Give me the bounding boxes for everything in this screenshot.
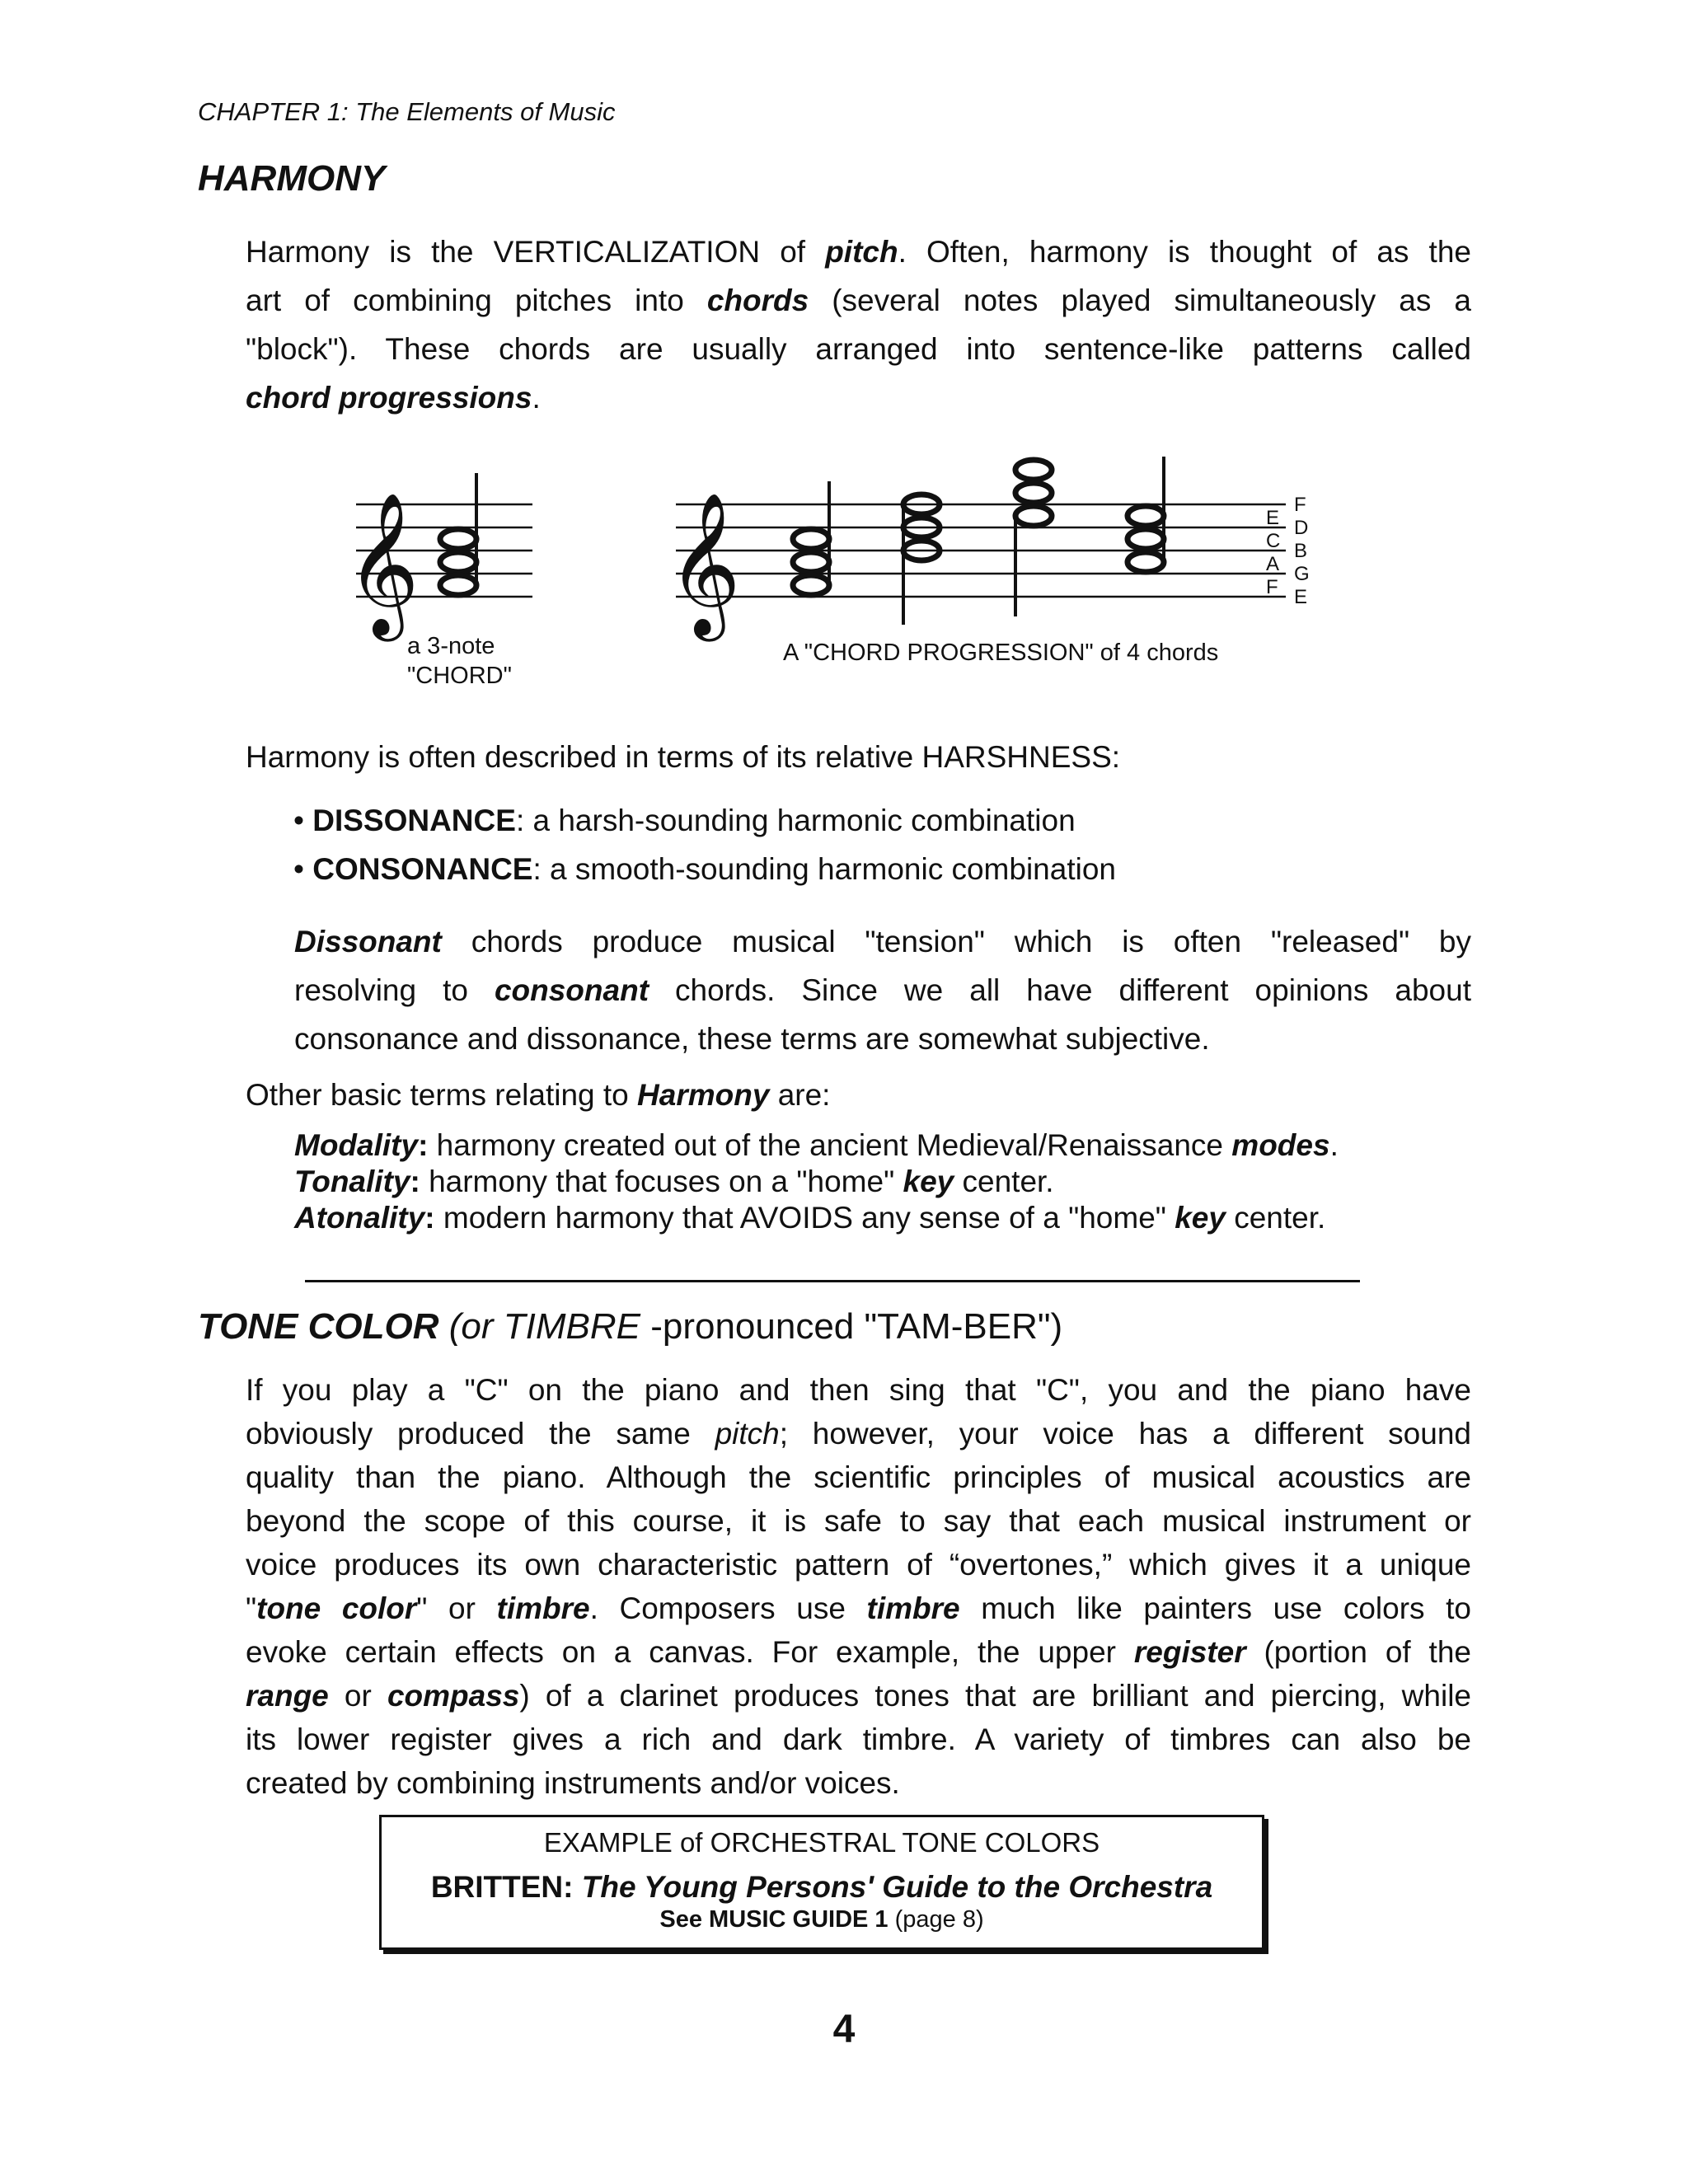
treble-clef-icon: 𝄞: [668, 492, 741, 635]
term-colon: :: [424, 1201, 435, 1235]
composer: BRITTEN:: [430, 1870, 582, 1904]
text-line: [246, 227, 1471, 276]
text: ) of a clarinet produces tones that are brilliant and piercing, while: [519, 1679, 1471, 1713]
term-emphasis: key: [903, 1165, 954, 1198]
text: evoke certain effects on a canvas. For example, the upper: [246, 1635, 1134, 1669]
text: much like painters use colors to: [959, 1591, 1472, 1625]
title-italic: (or TIMBRE: [438, 1306, 640, 1347]
term-emphasis: modes: [1231, 1128, 1330, 1162]
page-ref: (page 8): [888, 1906, 984, 1933]
example-work: [382, 1870, 1262, 1905]
text: ": [246, 1591, 257, 1625]
term-colon: :: [418, 1128, 429, 1162]
title-bold: TONE COLOR: [198, 1306, 439, 1347]
text: are:: [769, 1078, 831, 1112]
term-modality: [294, 1127, 1339, 1164]
term-tone-color: tone color: [256, 1591, 417, 1625]
term-atonality: [294, 1200, 1339, 1236]
text: (portion of the: [1245, 1635, 1471, 1669]
note-head: [440, 575, 476, 595]
example-reference: [382, 1906, 1262, 1933]
term-consonance: CONSONANCE: [312, 852, 533, 886]
term-harmony: Harmony: [637, 1078, 770, 1112]
note-head: [1015, 460, 1052, 480]
text-line: [246, 1412, 1471, 1455]
example-heading: EXAMPLE of ORCHESTRAL TONE COLORS: [543, 1827, 1100, 1858]
note-head: [1015, 483, 1052, 503]
example-box: [379, 1815, 1264, 1950]
harshness-intro: Harmony is often described in terms of its relative HARSHNESS:: [246, 740, 1121, 774]
chord-notes: [440, 529, 476, 595]
note-head: [1128, 529, 1164, 549]
text-line: If you play a "C" on the piano and then sing that "C", you and the piano have: [246, 1373, 1471, 1407]
chord-notes: [1015, 460, 1052, 526]
text: obviously produced the same: [246, 1417, 715, 1451]
treble-clef-icon: 𝄞: [346, 492, 420, 635]
text: (several notes played simultaneously as a: [809, 284, 1471, 317]
term-emphasis: key: [1175, 1201, 1226, 1235]
note-head: [1128, 552, 1164, 572]
line-note-label: D: [1294, 517, 1309, 539]
term-tail: center.: [954, 1165, 1054, 1198]
bullet-desc: : a smooth-sounding harmonic combination: [532, 852, 1116, 886]
note-head: [793, 552, 829, 572]
text: chords. Since we all have different opinions about: [649, 973, 1471, 1007]
see-label: See: [659, 1906, 710, 1933]
note-head: [793, 529, 829, 549]
tone-color-paragraph: [246, 1368, 1471, 1805]
line-note-label: F: [1294, 494, 1306, 516]
caption-line: "CHORD": [407, 663, 512, 689]
text-line: created by combining instruments and/or voices.: [246, 1766, 900, 1800]
space-note-label: C: [1266, 530, 1281, 552]
text: resolving to: [294, 973, 495, 1007]
text-line: [246, 1630, 1471, 1674]
chapter-header: CHAPTER 1: The Elements of Music: [198, 97, 616, 126]
text: or: [328, 1679, 387, 1713]
text-line: quality than the piano. Although the scientific principles of musical acoustics are: [246, 1460, 1471, 1494]
text: .: [532, 381, 541, 415]
text-line: [246, 373, 1471, 422]
text-line: beyond the scope of this course, it is safe to say that each musical instrument or: [246, 1504, 1471, 1538]
term-dissonance: DISSONANCE: [312, 804, 516, 837]
music-guide-ref: MUSIC GUIDE 1: [709, 1906, 889, 1933]
note-head: [793, 575, 829, 595]
term-range: range: [246, 1679, 329, 1713]
text: art of combining pitches into: [246, 284, 707, 317]
text-line: [246, 1674, 1471, 1718]
space-note-label: A: [1266, 553, 1280, 575]
term-dissonant: Dissonant: [294, 925, 442, 958]
section-divider: [305, 1280, 1360, 1282]
note-head: [440, 529, 476, 549]
term-desc: harmony that focuses on a "home": [420, 1165, 903, 1198]
text-line: "block"). These chords are usually arranged into sentence-like patterns called: [246, 332, 1471, 366]
text-line: consonance and dissonance, these terms are somewhat subjective.: [294, 1022, 1210, 1056]
term-name: Atonality: [294, 1201, 425, 1235]
line-note-label: B: [1294, 540, 1308, 562]
text: chords produce musical "tension" which is often "released" by: [441, 925, 1471, 958]
text: . Often, harmony is thought of as the: [898, 235, 1471, 269]
text-line: [294, 917, 1471, 966]
text: " or: [416, 1591, 497, 1625]
chord-notes: [1128, 506, 1164, 572]
line-note-label: G: [1294, 563, 1310, 585]
work-title: The Young Persons' Guide to the Orchestra: [581, 1870, 1213, 1904]
term-chord-progressions: chord progressions: [246, 381, 532, 415]
text: Other basic terms relating to: [246, 1078, 638, 1112]
text-line: its lower register gives a rich and dark timbre. A variety of timbres can also be: [246, 1722, 1471, 1756]
progression-caption: A "CHORD PROGRESSION" of 4 chords: [783, 640, 1219, 666]
term-colon: :: [410, 1165, 420, 1198]
term-name: Tonality: [294, 1165, 410, 1198]
note-head: [1015, 506, 1052, 526]
term-tonality: [294, 1164, 1339, 1200]
music-notation-figure: [338, 437, 1368, 701]
section-title-tone-color: [198, 1306, 1062, 1347]
term-tail: .: [1329, 1128, 1339, 1162]
term-timbre: timbre: [496, 1591, 590, 1625]
term-desc: modern harmony that AVOIDS any sense of a "home": [434, 1201, 1175, 1235]
text: ; however, your voice has a different sound: [779, 1417, 1471, 1451]
bullet-desc: : a harsh-sounding harmonic combination: [515, 804, 1076, 837]
term-name: Modality: [294, 1128, 419, 1162]
chord-caption: [407, 631, 512, 691]
chord-notes: [793, 529, 829, 595]
term-tail: center.: [1225, 1201, 1326, 1235]
section-title-harmony: HARMONY: [198, 158, 386, 199]
note-head: [440, 552, 476, 572]
term-desc: harmony created out of the ancient Medieval/Renaissance: [428, 1128, 1232, 1162]
term-timbre: timbre: [866, 1591, 960, 1625]
page-number: 4: [832, 2008, 856, 2051]
caption-line: a 3-note: [407, 633, 495, 659]
term-pitch: pitch: [825, 235, 898, 269]
space-note-label: E: [1266, 507, 1280, 529]
text-line: [246, 1586, 1471, 1630]
text-line: [246, 276, 1471, 325]
text: . Composers use: [589, 1591, 867, 1625]
term-pitch: pitch: [715, 1417, 780, 1451]
text-line: voice produces its own characteristic pattern of “overtones,” which gives it a unique: [246, 1548, 1471, 1582]
text-line: [294, 966, 1471, 1015]
note-head: [1128, 506, 1164, 526]
other-terms-intro: [246, 1078, 830, 1113]
bullet-dissonance: • DISSONANCE: a harsh-sounding harmonic combination: [293, 804, 1076, 837]
term-consonant: consonant: [494, 973, 649, 1007]
bullet-consonance: • CONSONANCE: a smooth-sounding harmonic combination: [293, 852, 1116, 886]
text: Harmony is the VERTICALIZATION of: [246, 235, 826, 269]
tension-paragraph: [294, 917, 1471, 1063]
harmony-intro-paragraph: [246, 227, 1471, 422]
term-register: register: [1133, 1635, 1246, 1669]
line-note-label: E: [1294, 586, 1308, 608]
harmony-terms-list: [294, 1127, 1339, 1236]
term-compass: compass: [387, 1679, 520, 1713]
title-rest: -pronounced "TAM-BER"): [640, 1306, 1063, 1347]
space-note-label: F: [1266, 576, 1278, 598]
term-chords: chords: [706, 284, 809, 317]
